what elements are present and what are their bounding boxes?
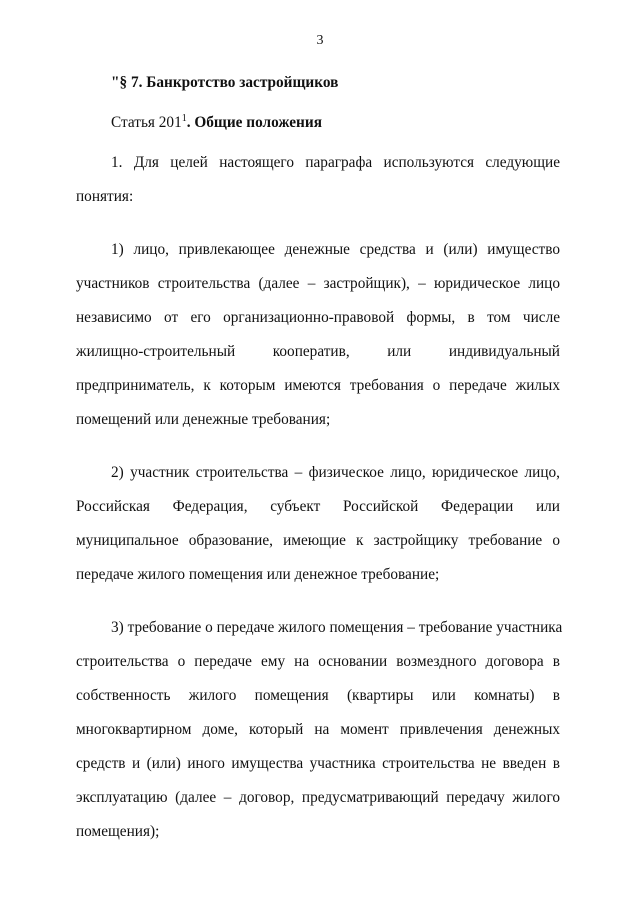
paragraph-line: участников строительства (далее – застройщик), – юридическое лицо xyxy=(76,275,560,292)
paragraph-line: независимо от его организационно-правовой формы, в том числе xyxy=(76,309,560,326)
paragraph-line: понятия: xyxy=(76,188,134,205)
page-number: 3 xyxy=(316,33,324,48)
paragraph-line: передаче жилого помещения или денежное требование; xyxy=(76,566,440,583)
document-body xyxy=(76,66,563,849)
paragraph-1 xyxy=(76,146,560,214)
paragraph-line: муниципальное образование, имеющие к застройщику требование о xyxy=(76,532,560,549)
paragraph-line: жилищно-строительный кооператив, или индивидуальный xyxy=(76,343,560,360)
paragraph-line: Российская Федерация, субъект Российской Федерации или xyxy=(76,498,560,515)
paragraph-2 xyxy=(76,233,560,437)
paragraph-line: эксплуатацию (далее – договор, предусматривающий передачу жилого xyxy=(76,789,560,806)
section-heading xyxy=(76,66,560,100)
paragraph-line: 2) участник строительства – физическое лицо, юридическое лицо, xyxy=(111,464,560,481)
paragraph-4 xyxy=(76,611,563,849)
paragraph-line: помещений или денежные требования; xyxy=(76,411,331,428)
article-heading xyxy=(76,106,560,140)
article-superscript: 1 xyxy=(181,113,187,124)
paragraph-line: собственность жилого помещения (квартиры или комнаты) в xyxy=(76,687,560,704)
paragraph-line: средств и (или) иного имущества участника строительства не введен в xyxy=(76,755,560,772)
paragraph-line: 3) требование о передаче жилого помещения – требование участника xyxy=(111,619,563,636)
article-prefix: Статья 201 xyxy=(111,114,182,131)
paragraph-line: 1. Для целей настоящего параграфа используются следующие xyxy=(111,154,560,171)
paragraph-line: 1) лицо, привлекающее денежные средства и (или) имущество xyxy=(111,241,560,258)
section-title: "§ 7. Банкротство застройщиков xyxy=(111,74,339,91)
article-title: . Общие положения xyxy=(186,114,322,131)
paragraph-line: предприниматель, к которым имеются требования о передаче жилых xyxy=(76,377,560,394)
paragraph-3 xyxy=(76,456,560,592)
paragraph-line: помещения); xyxy=(76,823,160,840)
paragraph-line: многоквартирном доме, который на момент привлечения денежных xyxy=(76,721,560,738)
paragraph-line: строительства о передаче ему на основании возмездного договора в xyxy=(76,653,560,670)
